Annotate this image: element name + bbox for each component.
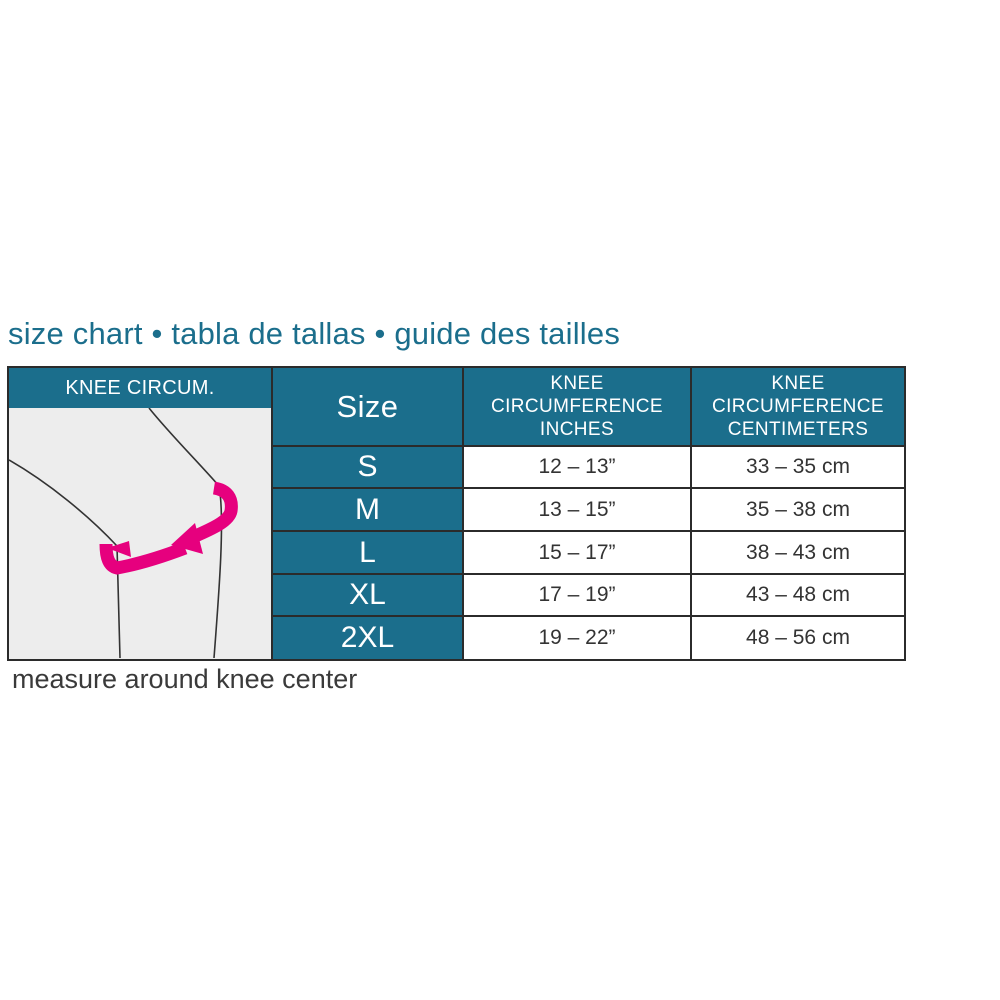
size-table — [273, 368, 904, 659]
knee-diagram-panel — [9, 368, 273, 659]
header-inches-line3: INCHES — [539, 419, 615, 440]
row-size-s: S — [273, 447, 464, 489]
row-inches-s: 12 – 13” — [464, 447, 692, 489]
knee-measure-illustration — [9, 408, 271, 659]
row-cm-xl: 43 – 48 cm — [692, 575, 904, 617]
row-cm-s: 33 – 35 cm — [692, 447, 904, 489]
row-cm-2xl: 48 – 56 cm — [692, 617, 904, 659]
knee-illustration — [9, 408, 271, 659]
header-inches-line2: CIRCUMFERENCE — [491, 396, 663, 417]
measure-instruction: measure around knee center — [12, 664, 358, 694]
row-size-l: L — [273, 532, 464, 575]
row-size-2xl: 2XL — [273, 617, 464, 659]
header-cm-line1: KNEE — [771, 373, 825, 394]
header-centimeters — [692, 368, 904, 447]
header-cm-line3: CENTIMETERS — [727, 419, 869, 440]
row-inches-m: 13 – 15” — [464, 489, 692, 532]
arrow-band-back — [191, 488, 231, 538]
row-inches-2xl: 19 – 22” — [464, 617, 692, 659]
row-size-xl: XL — [273, 575, 464, 617]
row-inches-l: 15 – 17” — [464, 532, 692, 575]
row-inches-xl: 17 – 19” — [464, 575, 692, 617]
size-chart-title: size chart • tabla de tallas • guide des tailles — [8, 316, 621, 351]
header-inches-line1: KNEE — [550, 373, 604, 394]
row-cm-l: 38 – 43 cm — [692, 532, 904, 575]
header-inches — [464, 368, 692, 447]
knee-circum-label: KNEE CIRCUM. — [9, 368, 271, 408]
row-size-m: M — [273, 489, 464, 532]
header-size: Size — [273, 368, 464, 447]
header-cm-line2: CIRCUMFERENCE — [712, 396, 884, 417]
row-cm-m: 35 – 38 cm — [692, 489, 904, 532]
size-chart — [7, 366, 906, 661]
